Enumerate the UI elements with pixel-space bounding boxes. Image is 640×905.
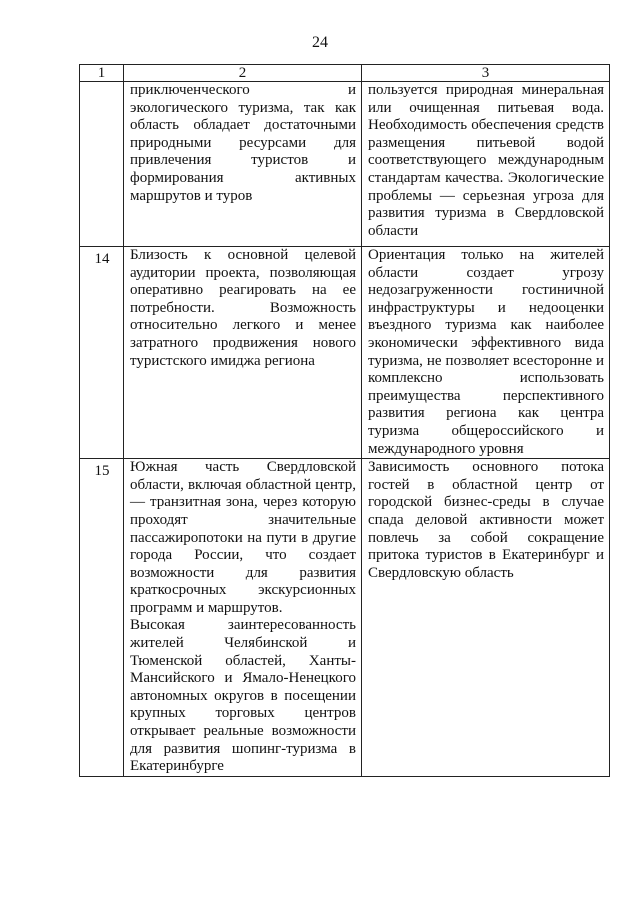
cell-paragraph: приключенческого и экологического туризма, так как область обладает достаточными природными ресурсами для привлечения туристов и формирования активных маршрутов и туров: [130, 82, 356, 204]
swot-table: [79, 64, 610, 777]
strength-cell: [124, 247, 362, 459]
threat-cell: [362, 459, 610, 777]
row-number: 14: [80, 247, 124, 459]
strength-cell: [124, 82, 362, 247]
cell-paragraph: Южная часть Свердловской области, включая областной центр, — транзитная зона, через которую проходят значительные пассажиропотоки на пути в другие города России, что создает возможности для развития краткосрочных экскурсионных программ и маршрутов.: [130, 459, 356, 616]
page-number: 24: [312, 34, 328, 51]
header-cell-3: 3: [362, 65, 610, 82]
threat-cell: [362, 247, 610, 459]
cell-paragraph: пользуется природная минеральная или очищенная питьевая вода. Необходимость обеспечения средств размещения питьевой водой соответствующего международным стандартам качества. Экологические проблемы — серьезная угроза для развития туризма в Свердловской области: [368, 82, 604, 239]
table-header-row: [80, 65, 610, 82]
table-row: [80, 459, 610, 777]
threat-cell: [362, 82, 610, 247]
cell-paragraph: Близость к основной целевой аудитории проекта, позволяющая оперативно реагировать на ее потребности. Возможность относительно легкого и менее затратного продвижения нового туристского имиджа региона: [130, 247, 356, 369]
table-row: [80, 247, 610, 459]
cell-paragraph: Зависимость основного потока гостей в областной центр от городской бизнес-среды в случае спада деловой активности может повлечь за собой сокращение притока туристов в Екатеринбург и Свердловскую область: [368, 459, 604, 581]
cell-paragraph: Ориентация только на жителей области создает угрозу недозагруженности гостиничной инфраструктуры и недооценки въездного туризма как наиболее экономически эффективного вида туризма, не позволяет всесторонне и комплексно использовать преимущества перспективного развития региона как центра туризма общероссийского и международного уровня: [368, 247, 604, 457]
header-cell-1: 1: [80, 65, 124, 82]
strength-cell: [124, 459, 362, 777]
header-cell-2: 2: [124, 65, 362, 82]
row-number: [80, 82, 124, 247]
cell-paragraph: Высокая заинтересованность жителей Челябинской и Тюменской областей, Ханты-Мансийского и Ямало-Ненецкого автономных округов в посещении крупных торговых центров открывает реальные возможности для развития шопинг-туризма в Екатеринбурге: [130, 617, 356, 775]
row-number: 15: [80, 459, 124, 777]
table-row: [80, 82, 610, 247]
